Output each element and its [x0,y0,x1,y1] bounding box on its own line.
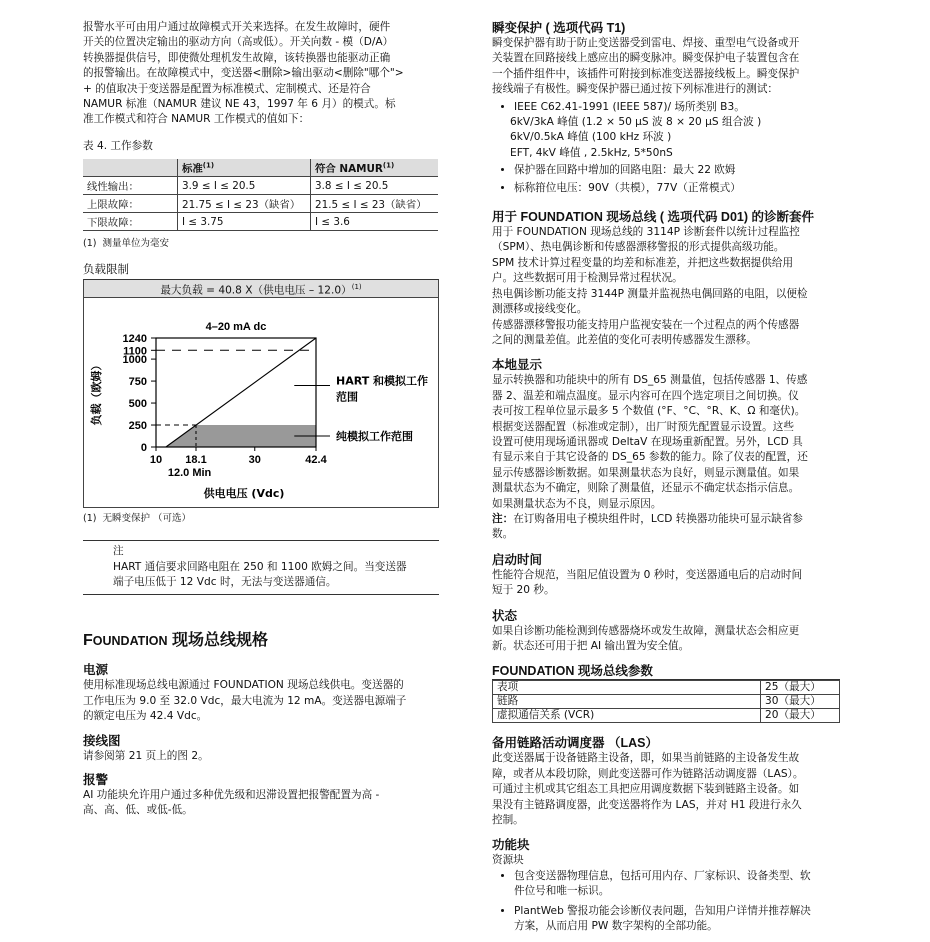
diag-line: 传感器漂移警报功能支持用户监视安装在一个过程点的两个传感器 [492,318,800,331]
startup-title: 启动时间 [492,552,543,567]
local-display-line: 表可按工程单位显示最多 5 个数值 (°F、°C、°R、K、Ω 和毫伏)。 [492,405,806,418]
las-line: 果没有主链路调度器，此变送器将作为 LAS，并对 H1 段进行永久 [492,798,802,811]
transient-paragraph [492,36,852,98]
power-title: 电源 [83,663,109,678]
local-display-line: 设置可使用现场通讯器或 DeltaV 在现场重新配置。另外，LCD 具 [492,435,803,448]
las-paragraph [492,751,852,828]
x-tick-label: 30 [248,454,261,467]
table-cell: I ≤ 3.75 [178,213,311,231]
note-box [83,540,439,595]
load-chart-frame [83,279,439,509]
resource-block-subtitle: 资源块 [492,854,524,867]
table-row: 虚拟通信关系 (VCR) 20（最大） [493,709,840,723]
local-display-title: 本地显示 [492,358,543,373]
list-item: • 标称箝位电压：90V（共模），77V（正常模式） [514,181,852,196]
wiring-paragraph [83,749,439,764]
note-title: 注 [113,545,124,558]
list-item: • IEEE C62.41-1991 (IEEE 587)/ 场所类别 B3。 6kV/3kA 峰值 (1.2 × 50 µS 波 8 × 20 µS 组合波 ) 6kV/0.5kA 峰值 (100 kHz 环波 ) EFT, 4kV 峰值 , 2.5kHz, 5*50nS [514,100,852,162]
intro-line: 报警水平可由用户通过故障模式开关来选择。在发生故障时，硬件 [83,21,391,33]
y-tick-label: 1100 [123,345,147,358]
intro-line: 转换器提供信号，即使微处理机发生故障，该转换器也能驱动正确 [83,51,391,64]
resource-block-list [492,869,852,935]
diag-line: 测漂移或接线变化。 [492,303,588,316]
fb-params-table [492,680,840,723]
local-display-line: 器 2、温差和端点温度。显示内容可在四个选定项目之间切换。仪 [492,389,799,402]
transient-line: 瞬变保护器有助于防止变送器受到雷电、焊接、重型电气设备或开 [492,37,800,49]
alarm-title: 报警 [83,773,109,788]
hart-region-label: 范围 [336,390,358,404]
table-header-standard: 标准$^{(1)}$ [178,159,311,177]
y-tick-label: 0 [140,442,147,455]
function-block-title: 功能块 [492,838,530,853]
startup-line: 性能符合规范，当阻尼值设置为 0 秒时，变送器通电后的启动时间 [492,568,803,581]
local-display-paragraph [492,373,852,512]
y-tick-label: 1000 [122,354,147,367]
intro-line: + 的值取决于变送器是配置为标准模式、定制模式、还是符合 [83,82,371,95]
las-line: 障，或者从本段切除，则此变送器可作为链路活动调度器（LAS）。 [492,767,804,780]
local-display-note: 注：在订购备用电子模块组件时，LCD 转换器功能块可显示缺省参 数。 [492,512,803,541]
local-display-line: 有显示来自于其它设备的 DS_65 参数的能力。除了仪表的配置，还 [492,451,808,464]
chart-formula: 最大负载 = 40.8 X（供电电压 – 12.0）$^{(1)}$ [84,280,438,299]
local-display-line: 根据变送器配置（标准或定制），出厂时预先配置显示设置。这些 [492,420,794,433]
status-line: 如果自诊断功能检测到传感器烧坏或发生故障，测量状态会相应更 [492,624,800,637]
local-display-line: 如果测量状态为不良，则显示原因。 [492,497,662,510]
power-line: 使用标准现场总线电源通过 FOUNDATION 现场总线供电。变送器的 [83,679,404,692]
alarm-line: AI 功能块允许用户通过多种优先级和迟滞设置把报警配置为高 - [83,789,380,802]
local-display-line: 显示传感器诊断数据。如果测量状态为良好，则显示测量值。如果 [492,466,800,479]
table-row: 表项 25（最大） [493,681,840,695]
note-line: HART 通信要求回路电阻在 250 和 1100 欧姆之间。当变送器 [113,560,407,573]
x-tick-label: 42.4 [305,454,327,467]
table-header-namur: 符合 NAMUR$^{(1)}$ [311,159,439,177]
table-cell: 上限故障： [83,195,178,213]
table-cell: 线性输出： [83,177,178,195]
diag-line: 用于 FOUNDATION 现场总线的 3114P 诊断套件以统计过程监控 [492,226,800,239]
transient-line: 关装置在回路接线上感应出的瞬变脉冲。瞬变保护电子装置包含在 [492,52,800,65]
intro-line: 的报警输出。在故障模式中，变送器<删除>输出驱动<删除"哪个"> [83,67,404,80]
analog-region-label: 纯模拟工作范围 [336,430,413,444]
chart-footnote: (1) 无瞬变保护 （可选） [83,513,192,525]
x-tick-label: 18.1 [185,454,207,467]
list-item: • 保护器在回路中增加的回路电阻：最大 22 欧姆 [514,163,852,178]
load-limit-title: 负载限制 [83,262,129,277]
table-cell: 21.5 ≤ I ≤ 23（缺省） [311,195,439,213]
power-line: 工作电压为 9.0 至 32.0 Vdc，最大电流为 12 mA。变送器电源端子 [83,694,407,707]
intro-line: 开关的位置决定输出的驱动方向（高或低）。开关向数 - 模（D/A） [83,36,394,49]
list-item: • PlantWeb 警报功能会诊断仪表问题，告知用户详情并推荐解决 方案，从而启用 PW 数字架构的全部功能。 [514,904,852,935]
diag-title: 用于 FOUNDATION 现场总线 ( 选项代码 D01) 的诊断套件 [492,210,814,225]
las-line: 控制。 [492,814,524,827]
transient-title: 瞬变保护 ( 选项代码 T1) [492,21,626,35]
y-axis-label: 负载（欧姆） [90,359,103,426]
sub-item: 6kV/0.5kA 峰值 (100 kHz 环波 ) [510,131,672,144]
operating-params-table [83,159,438,231]
analog-only-region [166,425,316,447]
table-cell: 3.8 ≤ I ≤ 20.5 [311,177,439,195]
wiring-line: 请参阅第 21 页上的图 2。 [83,749,209,762]
diag-line: （SPM）、热电偶诊断和传感器漂移警报的形式提供高级功能。 [492,241,785,254]
local-display-line: 测量状态为不确定，则除了测量值，还显示不确定状态指示信息。 [492,482,800,495]
table-cell: I ≤ 3.6 [311,213,439,231]
intro-line: 准工作模式和符合 NAMUR 工作模式的值如下： [83,113,310,126]
table-cell: 3.9 ≤ I ≤ 20.5 [178,177,311,195]
right-column [492,20,852,934]
x-tick-label: 10 [149,454,163,467]
intro-paragraph [83,20,439,128]
power-line: 的额定电压为 42.4 Vdc。 [83,710,208,723]
hart-region-label: HART 和模拟工作 [336,374,429,388]
y-tick-label: 250 [128,420,147,433]
intro-line: NAMUR 标准（NAMUR 建议 NE 43，1997 年 6 月）的模式。标 [83,98,396,111]
startup-line: 短于 20 秒。 [492,584,555,597]
fieldbus-spec-heading: FOUNDATION 现场总线规格 [83,632,268,650]
chart-title: 4–20 mA dc [205,321,267,334]
sub-item: 6kV/3kA 峰值 (1.2 × 50 µS 波 8 × 20 µS 组合波 ) [510,116,762,129]
startup-paragraph [492,568,852,599]
diag-paragraph [492,225,852,348]
diag-line: 之间的测量差值。此差值的变化可表明传感器发生漂移。 [492,333,757,346]
table-caption: 表 4. 工作参数 [83,139,153,152]
alarm-line: 高、高、低、或低-低。 [83,804,193,817]
left-column [83,20,439,819]
local-display-line: 显示转换器和功能块中的所有 DS_65 测量值，包括传感器 1、传感 [492,374,808,387]
status-paragraph [492,624,852,655]
x-axis-label: 供电电压 (Vdc) [203,487,285,501]
table-cell: 下限故障： [83,213,178,231]
transient-test-list [492,100,852,196]
table-cell: 21.75 ≤ I ≤ 23（缺省） [178,195,311,213]
y-tick-label: 750 [128,376,147,389]
transient-line: 一个插件组件中，该插件可附接到标准变送器接线板上。瞬变保护 [492,67,800,80]
load-chart [84,298,438,503]
table-row [83,177,438,195]
status-title: 状态 [492,608,518,623]
table-row [83,195,438,213]
diag-line: 户。这些数据可用于检测异常过程状况。 [492,272,683,285]
list-item: • 包含变送器物理信息，包括可用内存、厂家标识、设备类型、软 件位号和唯一标识。 [514,869,852,900]
las-line: 此变送器属于设备链路主设备，即，如果当前链路的主设备发生故 [492,752,800,765]
status-line: 新。状态还可用于把 AI 输出置为安全值。 [492,640,690,652]
table-row: 链路 30（最大） [493,695,840,709]
table-footnote: (1) 测量单位为毫安 [83,238,170,250]
fb-params-title: FOUNDATION 现场总线参数 [492,663,840,680]
note-line: 端子电压低于 12 Vdc 时，无法与变送器通信。 [113,576,337,588]
wiring-title: 接线图 [83,733,121,748]
table-header-empty [83,159,178,177]
diag-line: 热电偶诊断功能支持 3144P 测量并监视热电偶回路的电阻，以便检 [492,287,808,300]
power-paragraph [83,678,439,724]
x-min-label: 12.0 Min [167,467,212,480]
diag-line: SPM 技术计算过程变量的均差和标准差，并把这些数据提供给用 [492,256,794,269]
las-title: 备用链路活动调度器 （LAS） [492,736,658,751]
y-tick-label: 1240 [122,333,147,346]
y-tick-label: 500 [128,398,147,411]
alarm-paragraph [83,788,439,819]
table-row [83,213,438,231]
transient-line: 接线端子有极性。瞬变保护器已通过按下列标准进行的测试： [492,83,779,96]
sub-item: EFT, 4kV 峰值 , 2.5kHz, 5*50nS [510,146,673,159]
las-line: 可通过主机或其它组态工具把应用调度数据下装到链路主设备。如 [492,783,800,796]
